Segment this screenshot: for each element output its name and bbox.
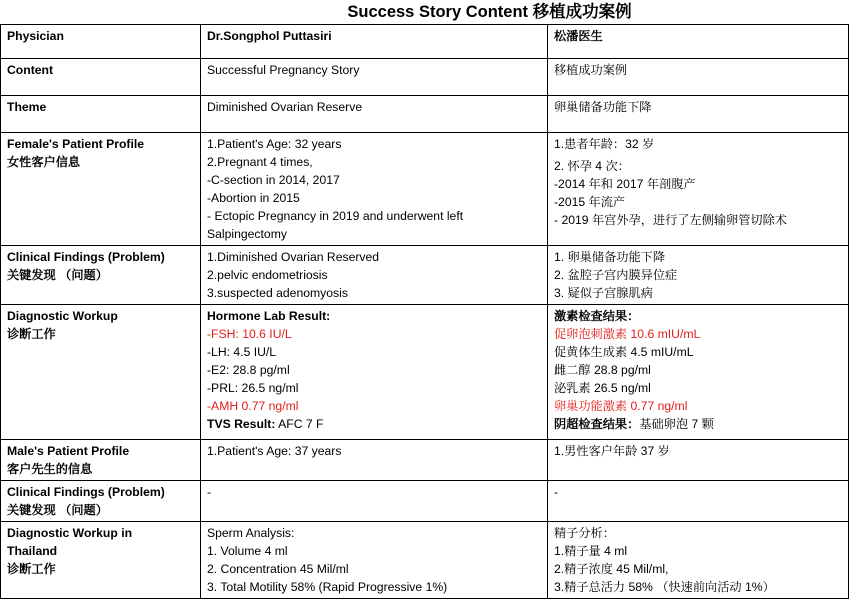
detail-line: -PRL: 26.5 ng/ml	[207, 381, 299, 395]
result-heading: 阴超检查结果：	[554, 417, 640, 431]
row-label-line: 女性客户信息	[7, 155, 81, 169]
chinese-detail-cell	[548, 440, 849, 481]
result-value: AFC 7 F	[275, 417, 324, 431]
detail-line: 泌乳素 26.5 ng/ml	[554, 381, 651, 395]
detail-line: -	[554, 485, 559, 499]
detail-line: 促黄体生成素 4.5 mIU/mL	[554, 345, 694, 359]
row-label-cell	[1, 25, 201, 59]
detail-line: -AMH 0.77 ng/ml	[207, 399, 299, 413]
detail-line	[207, 415, 541, 433]
row-label-line: 客户先生的信息	[7, 462, 93, 476]
chinese-detail-cell	[548, 96, 849, 133]
row-label-line: Diagnostic Workup in	[7, 526, 133, 540]
detail-line: 3. Total Motility 58% (Rapid Progressive 1%)	[207, 580, 448, 594]
row-label-line: 关键发现 （问题）	[7, 268, 108, 282]
detail-line: -C-section in 2014, 2017	[207, 173, 340, 187]
page-title: Success Story Content 移植成功案例	[347, 3, 632, 21]
chinese-detail-cell	[548, 522, 849, 599]
english-detail-cell	[201, 133, 548, 246]
row-label-cell	[1, 440, 201, 481]
english-detail-cell	[201, 25, 548, 59]
english-detail-cell	[201, 305, 548, 440]
detail-line: 精子分析：	[554, 526, 615, 540]
chinese-detail-cell	[548, 305, 849, 440]
detail-line: -FSH: 10.6 IU/L	[207, 327, 292, 341]
detail-line: 移植成功案例	[554, 63, 628, 77]
table-row	[1, 440, 849, 481]
detail-line: 1.男性客户年龄 37 岁	[554, 444, 670, 458]
row-label-line: Thailand	[7, 544, 58, 558]
detail-line: 1.患者年龄：32 岁	[554, 137, 655, 151]
detail-line: 松潘医生	[554, 29, 603, 43]
detail-line: Dr.Songphol Puttasiri	[207, 29, 332, 43]
detail-line: 3.suspected adenomyosis	[207, 286, 348, 300]
detail-line: 1.精子量 4 ml	[554, 544, 628, 558]
detail-line: -2014 年和 2017 年剖腹产	[554, 177, 696, 191]
row-label-line: 诊断工作	[7, 327, 56, 341]
table-row	[1, 481, 849, 522]
table-row	[1, 305, 849, 440]
chinese-detail-cell	[548, 481, 849, 522]
detail-line: 2. 怀孕 4 次：	[554, 159, 630, 173]
detail-line: Hormone Lab Result:	[207, 309, 331, 323]
detail-line: 卵巢储备功能下降	[554, 100, 652, 114]
detail-line: -Abortion in 2015	[207, 191, 300, 205]
detail-line: -LH: 4.5 IU/L	[207, 345, 277, 359]
detail-line: 促卵泡刺激素 10.6 mIU/mL	[554, 327, 701, 341]
chinese-detail-cell	[548, 25, 849, 59]
detail-line: -E2: 28.8 pg/ml	[207, 363, 290, 377]
detail-line: 2.精子浓度 45 Mil/ml,	[554, 562, 669, 576]
detail-line: Salpingectomy	[207, 227, 287, 241]
detail-line: 雌二醇 28.8 pg/ml	[554, 363, 651, 377]
table-row	[1, 133, 849, 246]
row-label-cell	[1, 305, 201, 440]
row-label-line: Physician	[7, 29, 64, 43]
english-detail-cell	[201, 96, 548, 133]
row-label-line: Female's Patient Profile	[7, 137, 145, 151]
detail-line: 2.pelvic endometriosis	[207, 268, 328, 282]
detail-line: Successful Pregnancy Story	[207, 63, 360, 77]
table-row	[1, 96, 849, 133]
result-heading: TVS Result:	[207, 417, 276, 431]
result-value: 基础卵泡 7 颗	[639, 417, 714, 431]
row-label-line: 诊断工作	[7, 562, 56, 576]
detail-line: 1.Patient's Age: 32 years	[207, 137, 342, 151]
row-label-line: Diagnostic Workup	[7, 309, 118, 323]
detail-line: 1. Volume 4 ml	[207, 544, 288, 558]
detail-line: -	[207, 485, 212, 499]
row-label-line: Clinical Findings (Problem)	[7, 250, 165, 264]
english-detail-cell	[201, 440, 548, 481]
row-label-cell	[1, 133, 201, 246]
detail-line: -2015 年流产	[554, 195, 626, 209]
detail-line	[554, 415, 842, 433]
detail-line: - 2019 年宫外孕，进行了左侧输卵管切除术	[554, 213, 787, 227]
row-label-cell	[1, 59, 201, 96]
row-label-cell	[1, 522, 201, 599]
row-label-line: Clinical Findings (Problem)	[7, 485, 165, 499]
detail-line: 3.精子总活力 58% （快速前向活动 1%）	[554, 580, 775, 594]
table-row	[1, 522, 849, 599]
row-label-cell	[1, 481, 201, 522]
detail-line: 激素检查结果：	[554, 309, 640, 323]
row-label-line: 关键发现 （问题）	[7, 503, 108, 517]
row-label-line: Content	[7, 63, 54, 77]
chinese-detail-cell	[548, 133, 849, 246]
detail-line: 1.Patient's Age: 37 years	[207, 444, 342, 458]
detail-line: 1. 卵巢储备功能下降	[554, 250, 666, 264]
table-row	[1, 59, 849, 96]
chinese-detail-cell	[548, 59, 849, 96]
detail-line: - Ectopic Pregnancy in 2019 and underwent left	[207, 209, 464, 223]
detail-line: Sperm Analysis:	[207, 526, 295, 540]
row-label-line: Male's Patient Profile	[7, 444, 130, 458]
row-label-cell	[1, 96, 201, 133]
english-detail-cell	[201, 59, 548, 96]
detail-line: 3. 疑似子宫腺肌病	[554, 286, 653, 300]
detail-line: 2. 盆腔子宫内膜异位症	[554, 268, 678, 282]
detail-line: 卵巢功能激素 0.77 ng/ml	[554, 399, 688, 413]
english-detail-cell	[201, 522, 548, 599]
chinese-detail-cell	[548, 246, 849, 305]
detail-line: 1.Diminished Ovarian Reserved	[207, 250, 380, 264]
english-detail-cell	[201, 481, 548, 522]
detail-line: 2. Concentration 45 Mil/ml	[207, 562, 349, 576]
row-label-cell	[1, 246, 201, 305]
success-story-table	[0, 24, 849, 599]
table-row	[1, 246, 849, 305]
row-label-line: Theme	[7, 100, 47, 114]
table-row	[1, 25, 849, 59]
detail-line: 2.Pregnant 4 times,	[207, 155, 313, 169]
detail-line: Diminished Ovarian Reserve	[207, 100, 363, 114]
english-detail-cell	[201, 246, 548, 305]
